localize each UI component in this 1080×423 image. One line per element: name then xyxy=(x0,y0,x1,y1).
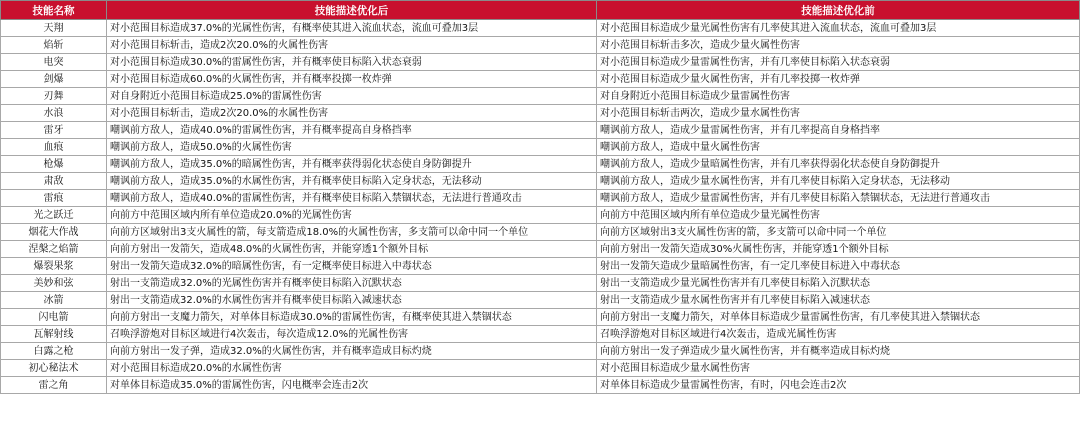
table-row xyxy=(1,20,1080,37)
table-row xyxy=(1,309,1080,326)
description-after-cell: 向前方射出一支魔力箭矢，对单体目标造成30.0%的雷属性伤害，有概率使其进入禁锢状态 xyxy=(107,309,597,326)
skill-name-cell: 光之跃迁 xyxy=(1,207,107,224)
description-before-cell: 向前方射出一支魔力箭矢，对单体目标造成少量雷属性伤害，有几率使其进入禁锢状态 xyxy=(597,309,1080,326)
header-skill-name: 技能名称 xyxy=(1,1,107,20)
table-row xyxy=(1,275,1080,292)
header-description-after: 技能描述优化后 xyxy=(107,1,597,20)
skill-name-cell: 雷之角 xyxy=(1,377,107,394)
description-before-cell: 对单体目标造成少量雷属性伤害，有时，闪电会连击2次 xyxy=(597,377,1080,394)
description-after-cell: 对小范围目标造成20.0%的水属性伤害 xyxy=(107,360,597,377)
skill-name-cell: 烟花大作战 xyxy=(1,224,107,241)
table-header-row xyxy=(1,1,1080,20)
header-description-before: 技能描述优化前 xyxy=(597,1,1080,20)
skill-name-cell: 白露之枪 xyxy=(1,343,107,360)
table-row xyxy=(1,241,1080,258)
table-body xyxy=(1,20,1080,394)
description-after-cell: 对自身附近小范围目标造成25.0%的雷属性伤害 xyxy=(107,88,597,105)
skill-name-cell: 剑爆 xyxy=(1,71,107,88)
description-after-cell: 向前方中范围区域内所有单位造成20.0%的光属性伤害 xyxy=(107,207,597,224)
skill-name-cell: 瓦解射线 xyxy=(1,326,107,343)
description-after-cell: 对小范围目标造成37.0%的光属性伤害，有概率使其进入流血状态，流血可叠加3层 xyxy=(107,20,597,37)
description-after-cell: 嘲讽前方敌人，造成50.0%的火属性伤害 xyxy=(107,139,597,156)
description-after-cell: 对小范围目标斩击，造成2次20.0%的火属性伤害 xyxy=(107,37,597,54)
skill-name-cell: 肃敌 xyxy=(1,173,107,190)
description-after-cell: 射出一发箭矢造成32.0%的暗属性伤害，有一定概率使目标进入中毒状态 xyxy=(107,258,597,275)
description-before-cell: 对小范围目标造成少量雷属性伤害，并有几率使目标陷入状态衰弱 xyxy=(597,54,1080,71)
description-after-cell: 射出一支箭造成32.0%的水属性伤害并有概率使目标陷入减速状态 xyxy=(107,292,597,309)
description-before-cell: 射出一发箭矢造成少量暗属性伤害，有一定几率使目标进入中毒状态 xyxy=(597,258,1080,275)
table-row xyxy=(1,258,1080,275)
table-row xyxy=(1,292,1080,309)
description-before-cell: 射出一支箭造成少量水属性伤害并有几率使目标陷入减速状态 xyxy=(597,292,1080,309)
description-after-cell: 嘲讽前方敌人，造成40.0%的雷属性伤害，并有概率提高自身格挡率 xyxy=(107,122,597,139)
skill-name-cell: 涅槃之焰箭 xyxy=(1,241,107,258)
description-before-cell: 嘲讽前方敌人，造成少量暗属性伤害，并有几率获得弱化状态使自身防御提升 xyxy=(597,156,1080,173)
description-before-cell: 向前方中范围区域内所有单位造成少量光属性伤害 xyxy=(597,207,1080,224)
skill-name-cell: 焰斩 xyxy=(1,37,107,54)
table-row xyxy=(1,343,1080,360)
description-after-cell: 对小范围目标造成60.0%的火属性伤害，并有概率投掷一枚炸弹 xyxy=(107,71,597,88)
skill-name-cell: 刃舞 xyxy=(1,88,107,105)
description-before-cell: 向前方射出一发子弹造成少量火属性伤害，并有概率造成目标灼烧 xyxy=(597,343,1080,360)
description-after-cell: 对单体目标造成35.0%的雷属性伤害，闪电概率会连击2次 xyxy=(107,377,597,394)
description-before-cell: 对小范围目标斩击两次，造成少量水属性伤害 xyxy=(597,105,1080,122)
description-before-cell: 对小范围目标斩击多次，造成少量火属性伤害 xyxy=(597,37,1080,54)
description-before-cell: 对自身附近小范围目标造成少量雷属性伤害 xyxy=(597,88,1080,105)
description-after-cell: 向前方区域射出3支火属性的箭，每支箭造成18.0%的火属性伤害，多支箭可以命中同一个单位 xyxy=(107,224,597,241)
skill-name-cell: 血痕 xyxy=(1,139,107,156)
skill-name-cell: 美妙和弦 xyxy=(1,275,107,292)
description-before-cell: 射出一支箭造成少量光属性伤害并有几率使目标陷入沉默状态 xyxy=(597,275,1080,292)
table-row xyxy=(1,37,1080,54)
description-before-cell: 向前方区域射出3支火属性伤害的箭，多支箭可以命中同一个单位 xyxy=(597,224,1080,241)
description-before-cell: 对小范围目标造成少量水属性伤害 xyxy=(597,360,1080,377)
table-row xyxy=(1,105,1080,122)
skill-name-cell: 闪电箭 xyxy=(1,309,107,326)
table-row xyxy=(1,360,1080,377)
table-row xyxy=(1,326,1080,343)
table-row xyxy=(1,190,1080,207)
skill-name-cell: 爆裂果浆 xyxy=(1,258,107,275)
table-row xyxy=(1,173,1080,190)
description-before-cell: 对小范围目标造成少量光属性伤害有几率使其进入流血状态，流血可叠加3层 xyxy=(597,20,1080,37)
skill-name-cell: 水浪 xyxy=(1,105,107,122)
description-before-cell: 嘲讽前方敌人，造成少量水属性伤害，并有几率使目标陷入定身状态，无法移动 xyxy=(597,173,1080,190)
table-row xyxy=(1,156,1080,173)
description-before-cell: 对小范围目标造成少量火属性伤害，并有几率投掷一枚炸弹 xyxy=(597,71,1080,88)
description-before-cell: 嘲讽前方敌人，造成少量雷属性伤害，并有几率使目标陷入禁锢状态，无法进行普通攻击 xyxy=(597,190,1080,207)
description-after-cell: 嘲讽前方敌人，造成35.0%的暗属性伤害，并有概率获得弱化状态使自身防御提升 xyxy=(107,156,597,173)
skill-name-cell: 初心秘法术 xyxy=(1,360,107,377)
table-row xyxy=(1,122,1080,139)
table-row xyxy=(1,71,1080,88)
description-before-cell: 嘲讽前方敌人，造成中量火属性伤害 xyxy=(597,139,1080,156)
description-after-cell: 向前方射出一发箭矢，造成48.0%的火属性伤害，并能穿透1个额外目标 xyxy=(107,241,597,258)
description-after-cell: 召唤浮游炮对目标区域进行4次轰击，每次造成12.0%的光属性伤害 xyxy=(107,326,597,343)
description-before-cell: 向前方射出一发箭矢造成30%火属性伤害，并能穿透1个额外目标 xyxy=(597,241,1080,258)
skill-name-cell: 冰箭 xyxy=(1,292,107,309)
skill-name-cell: 天翔 xyxy=(1,20,107,37)
description-after-cell: 对小范围目标造成30.0%的雷属性伤害，并有概率使目标陷入状态衰弱 xyxy=(107,54,597,71)
table-row xyxy=(1,377,1080,394)
skill-name-cell: 电突 xyxy=(1,54,107,71)
table-row xyxy=(1,207,1080,224)
description-after-cell: 嘲讽前方敌人，造成35.0%的水属性伤害，并有概率使目标陷入定身状态，无法移动 xyxy=(107,173,597,190)
description-before-cell: 嘲讽前方敌人，造成少量雷属性伤害，并有几率提高自身格挡率 xyxy=(597,122,1080,139)
table-row xyxy=(1,54,1080,71)
description-after-cell: 嘲讽前方敌人，造成40.0%的雷属性伤害，并有概率使目标陷入禁锢状态，无法进行普通攻击 xyxy=(107,190,597,207)
table-row xyxy=(1,224,1080,241)
description-after-cell: 向前方射出一发子弹，造成32.0%的火属性伤害，并有概率造成目标灼烧 xyxy=(107,343,597,360)
skill-name-cell: 雷牙 xyxy=(1,122,107,139)
description-before-cell: 召唤浮游炮对目标区域进行4次轰击，造成光属性伤害 xyxy=(597,326,1080,343)
skill-name-cell: 雷痕 xyxy=(1,190,107,207)
skill-name-cell: 枪爆 xyxy=(1,156,107,173)
table-row xyxy=(1,139,1080,156)
table-row xyxy=(1,88,1080,105)
description-after-cell: 对小范围目标斩击，造成2次20.0%的水属性伤害 xyxy=(107,105,597,122)
description-after-cell: 射出一支箭造成32.0%的光属性伤害并有概率使目标陷入沉默状态 xyxy=(107,275,597,292)
